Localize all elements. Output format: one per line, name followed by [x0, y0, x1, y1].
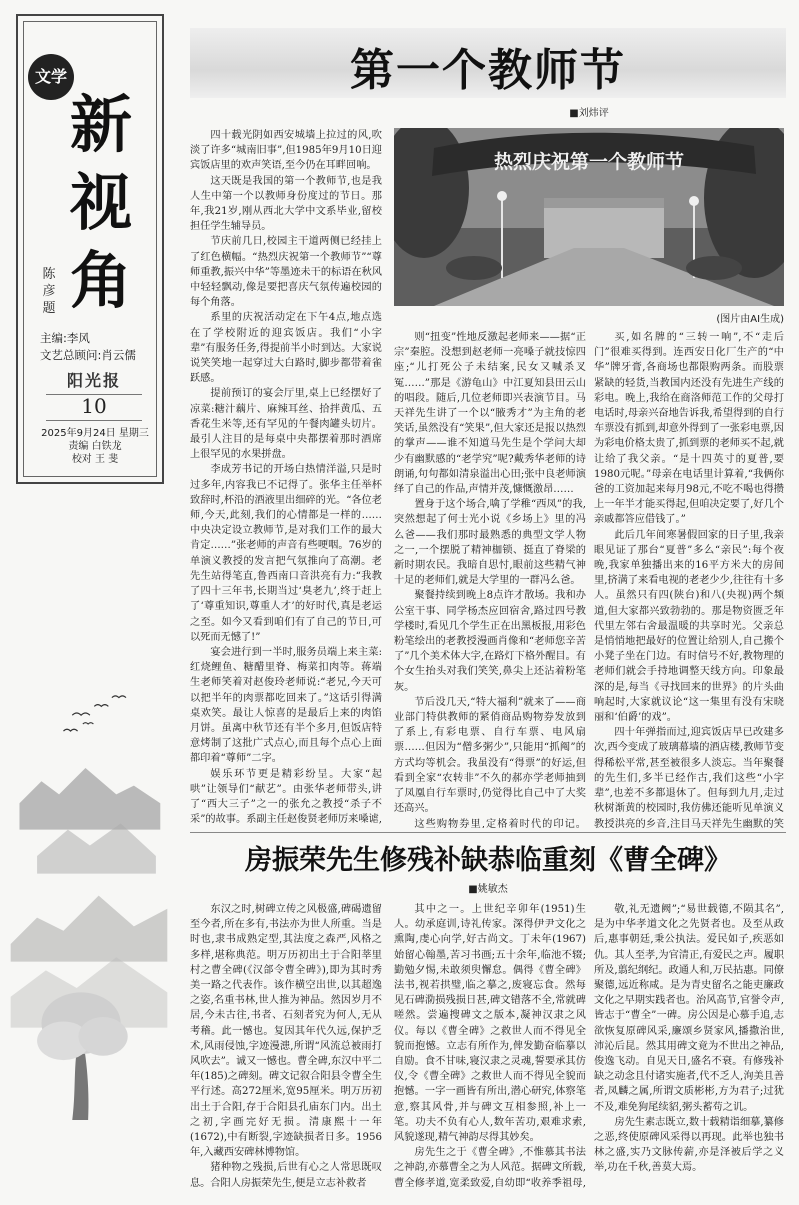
editor-in-charge: 责编 白铁龙: [68, 441, 122, 452]
article2-column-3: [594, 902, 784, 1192]
section-title-char: 视: [69, 166, 132, 239]
paragraph: 置身于这个场合,噙了学稚“西凤”的我,突然想起了何士光小说《乡场上》里的冯么爸——我们那时最熟悉的典型文学人物之一,一个摆脱了精神枷锁、挺直了脊梁的新时期农民。我暗自思忖,眼前这些精气神十足的老师们,就是大学里的一群冯么爸。: [394, 499, 586, 587]
photo-caption: (图片由AI生成): [716, 314, 784, 325]
paragraph: 四十载光阴如西安城墙上拉过的风,吹淡了许多“城南旧事”,但1985年9月10日迎宾饭店里的欢声笑语,至今仍在耳畔回响。: [190, 130, 382, 172]
chief-editor: 主编:李风: [40, 331, 90, 345]
paragraph: 娱乐环节更是精彩纷呈。大家“起哄”让领导们“献艺”。由张华老师带头,讲了“西大三子”之一的张允之教授“杀子不采”的故事。系副主任赵俊贤老师厉来嗓谑,: [190, 768, 382, 826]
paragraph: 这天既是我国的第一个教师节,也是我人生中第一个以教师身份度过的节日。那年,我21岁,刚从西北大学中文系毕业,留校担任学生辅导员。: [190, 175, 382, 233]
paragraph: 买,如名牌的“三转一响”,不“走后门”很难买得到。连西安日化厂生产的“中华”牌牙膏,各商场也都限购两条。而股票紧缺的轻货,当教国内还没有先进生产线的彩电。晚上,我给在商洛师范工作的父母打电话时,母亲兴奋地告诉我,希望得到的自行车票没有抓到,却意外得到了一张彩电票,因为彩电价格太贵了,抓到票的老师买不起,就让给了我父亲。“是十四英寸的夏普,要1980元呢。”母亲在电话里计算着,“我俩你爸的工资加起来每月98元,不吃不喝也得攒上一年半才能买得起,但咱决定要了,好几个亲戚都答应借钱了。”: [594, 332, 784, 526]
paragraph: 房先生之于《曹全碑》,不惟慕其书法之神韵,亦慕曹全之为人风范。据碑文所载,曹全修孝道,宽柔致爱,自幼即“收养季祖母,: [394, 1147, 586, 1189]
issue-date: 2025年9月24日 星期三: [41, 428, 149, 439]
article2-byline: ■姚敏杰: [468, 884, 508, 895]
paragraph: 提前预订的宴会厅里,桌上已经摆好了凉菜:糖汁藕片、麻辣耳丝、拾拌黄瓜、五香花生米等,还有罕见的午餐肉罐头切片。最引人注目的是每桌中央都摆着那时酒席上很罕见的水果拼盘。: [190, 388, 382, 461]
newspaper-name: 阳光报: [66, 371, 121, 390]
paragraph: 四十年弹指而过,迎宾饭店早已改建多次,西今变成了玻璃幕墙的酒店楼,教师节变得稀松平常,甚至被很多人淡忘。当年聚餐的先生们,多半已经作古,我们这些“小字辈”,也差不多都退休了。但每到九月,走过秋树渐黄的校园时,我仿佛还能听见单演义教授洪亮的乡音,注目马天祥先生幽默的笑: [594, 727, 784, 828]
section-badge: 文学: [28, 54, 74, 100]
article1-column-1: [190, 128, 382, 828]
mountain-shape: [11, 896, 168, 962]
article1-column-3: [594, 330, 784, 828]
paragraph: 此后几年间寒暑假回家的日子里,我亲眼见证了那台“夏普”多么“亲民”:每个夜晚,我家单独播出来的16平方米大的房间里,挤满了来看电视的老老少少,往往有十多人。虽然只有四(陕台)和八(央视)两个频道,但大家都兴致勃勃的。那是物资匮乏年代里左邻右舍最温暖的共享时光。父亲总是悄悄地把最好的位置让给别人,自己搬个小凳子坐在门边。有时信号不好,教物理的老师们就会手持地调整天线方向。印象最深的是,每当《寻找回来的世界》的片头曲响起时,大家就议论“这一集里有没有宋晓丽和‘伯爵’的戏”。: [594, 529, 784, 724]
section-title-char: 新: [69, 88, 132, 161]
celebration-photo: [394, 128, 784, 306]
tree-illustration: [37, 992, 128, 1120]
paragraph: 节后没几天,“特大福利”就来了——商业部门特供教师的紧俏商品购物券发放到了系上,有彩电票、自行车票、电风扇票……但因为“僧多粥少”,只能用“抓阄”的方式均等机会。我虽没有“得票”的好运,但看到全家“农转非”不久的郝亦学老师抽到了凤凰自行车票时,仍觉得比自己中了大奖还高兴。: [394, 696, 586, 815]
article1-byline: ■刘炜评: [569, 108, 609, 119]
calligrapher-credit: 陈彦题: [42, 267, 56, 316]
section-title-char: 角: [69, 244, 132, 317]
paragraph: 李成芳书记的开场白热情洋溢,只是时过多年,内容我已不记得了。张华主任举杯致辞时,杯沿的酒液里出细碎的光。“各位老师,今天,此刻,我们的心情都是一样的……中央决定设立教师节,是对我们工作的最大肯定……”张老师的声音有些哽咽。76岁的单演义教授的发言把气氛推向了高潮。老先生站得笔直,鲁西南口音洪亮有力:“我教了四十三年书,长期当过‘臭老九’,终于赶上了‘尊重知识,尊重人才’的好时代,真是老运之至。如今又看到咱们有了自己的节日,可以死而无憾了!”: [190, 464, 382, 643]
landscape-illustration: [0, 680, 178, 1120]
paragraph: 宴会进行到一半时,服务员端上来主菜:红烧鲤鱼、糖醋里脊、梅菜扣肉等。蒋端生老师笑着对赵俊玲老师说:“老兄,今天可以把半年的肉票都吃回来了。”这话引得满桌欢笑。最让人惊喜的是最后上来的肉馅月饼。虽离中秋节还有半个多月,但饭店特意烤制了这批广式点心,而且每个点心上面都印着“尊师”二字。: [190, 646, 382, 765]
masthead-credits: [40, 330, 160, 364]
campus-scene-image: [394, 128, 784, 306]
article1-title: 第一个教师节: [350, 45, 626, 96]
article2-column-2: [394, 902, 586, 1192]
article2-column-1: [190, 902, 382, 1192]
paragraph: 猪种物之残损,后世有心之人常思既叹息。合阳人房振荣先生,便是立志补救者: [190, 1162, 382, 1189]
divider: [46, 420, 142, 421]
paragraph: 则“扭变”性地反激起老师来——据“正宗”秦腔。没想到赵老师一亮嗓子就技惊四座;“儿打死公子未结案,民女又喊杀叉冤……”那是《游龟山》中江夏知县田云山的唱段。随后,几位老师即兴表演节目。马天祥先生讲了一个以“腋秀才”为主角的老笑话,虽然没有“笑果”,但大家还是报以热烈的掌声——谁不知道马先生是个学问大却少有幽默感的“老学究”呢?戴秀华老师的诗朗诵,句句都如清泉溢出心田;张中良老师演绎了自己的作品,声情并茂,慷慨激昂……: [394, 332, 586, 496]
birds-illustration: [63, 696, 125, 731]
paragraph: 节庆前几日,校园主干道两侧已经挂上了红色横幅。“热烈庆祝第一个教师节”“尊师重教,振兴中华”等墨迹未干的标语在秋风中轻轻飘动,像是要把喜庆气氛传遍校园的每个角落。: [190, 236, 382, 309]
literary-advisor: 文艺总顾问:肖云儒: [40, 348, 136, 362]
paragraph: 系里的庆祝活动定在下午4点,地点选在了学校附近的迎宾饭店。我们“小字辈”有服务任务,得提前半小时到达。大家说说笑笑地一起穿过大白路时,脚步都带着雀跃感。: [190, 312, 382, 385]
article2-title: 房振荣先生修残补缺恭临重刻《曹全碑》: [245, 845, 731, 876]
mountain-shape: [19, 768, 160, 830]
paragraph: 敬,礼无遗阙”;“易世载德,不陨其名”,是为中华孝道文化之先贤者也。及至从政后,惠事朝廷,秉公执法。爱民如子,疾恶如仇。其人至孝,为官清正,有爱民之声。履职所及,翦纪纲纪。政通人和,万民拈惠。同僚聚德,远近称咸。是为青史留名之能吏廉政文化之早期实践者也。治风高节,官誉令声,皆志于“曹全”一碑。房公因是心慕手追,志欲恢复原碑风采,廉颂乡贤家风,播撒治世,沛沁后昆。然其用碑文竟为不世出之神品,俊逸飞动。自见天日,盛名不衰。有修残补缺之动念且付诸实施者,代不乏人,洵美且善者,凤麟之属,所谓文质彬彬,方为君子;过犹不及,难免狗尾续貂,粥头蓄苟之讥。: [594, 904, 784, 1113]
proofreader: 校对 王 斐: [71, 454, 119, 465]
section-title: [66, 86, 136, 320]
paragraph: 房先生素志既立,数十载精诣细摹,纂修之恶,终使原碑风采得以再现。此举也独书林之盛,实乃文脉传薪,亦是泽被后学之义举,功在千秋,善莫大焉。: [594, 1116, 784, 1174]
paragraph: 其中之一。上世纪辛卯年(1951)生人。幼承庭训,诗礼传家。深得伊尹文化之熏陶,虔心向学,好古尚文。丁未年(1967)始留心翰墨,苦习书画;五十余年,临池不辍;勤勉夕惕,未敢须臾懈怠。偶得《曹全碑》法书,视若拱璧,临之摹之,废寝忘食。然每见石碑泐损残损日甚,碑文错落不全,常就碑嗟然。尝遍搜碑文之版本,凝神汉隶之风仪。每以《曹全碑》之救世人而不得见全貌而抱憾。立志有所作为,俾发勤奋临摹以自励。食不甘味,寝汉隶之灵魂,誓要承其仿仪,令《曹全碑》之救世人而不得见全貌而抱憾。一字一画皆有所出,潜心研究,体察笔意,察其风骨,并与碑文互相参照,补上一笔。功夫不负有心人,数年苦功,艰难求索,风貌遂现,精气神韵尽得其妙矣。: [394, 904, 586, 1144]
mountain-shape: [37, 823, 156, 873]
paragraph: 这些购物券里,定格着时代的印记。: [414, 818, 586, 828]
page-number: 10: [81, 394, 107, 418]
paragraph: 东汉之时,树碑立传之风极盛,碑碣遗留至今者,所在多有,书法亦为世人所重。当是时也,隶书成熟定型,其法度之森严,风格之多样,堪称典范。明万历初出土于合阳莘里村之曹全碑(《汉郃令曹全碑》),即为其时秀美一路之代表作。该作横空出世,以其超逸之姿,名重书林,世人推为神品。然因岁月不居,今未古往,书者、石刻者究为何人,无从考稽。此一憾也。复因其年代久远,保护乏术,风雨侵蚀,字迹漫漶,所谓“风流总被雨打风吹去”。诚又一憾也。曹全碑,东汉中平二年(185)之碑刻。碑文记叙合阳县令曹全生平行述。高272厘米,宽95厘米。明万历初出土于合阳,存于合阳县孔庙东门内。出土之初,字画完好无损。清康熙十一年(1672),中有断裂,字迹缺损者日多。1956年,入藏西安碑林博物馆。: [190, 904, 382, 1159]
article1-column-2: [394, 330, 586, 828]
section-divider: [190, 832, 786, 833]
paragraph: 聚餐持续到晚上8点许才散场。我和办公室干事、同学杨杰应回宿舍,路过四号教学楼时,看见几个学生正在出黑板报,用彩色粉笔绘出的老教授漫画肖像和“老师您辛苦了”几个美术体大字,在路灯下格外醒目。有个女生抬头对我们笑笑,鼻尖上还沾着粉笔灰。: [394, 590, 586, 693]
photo-banner-text: 热烈庆祝第一个教师节: [493, 151, 685, 173]
